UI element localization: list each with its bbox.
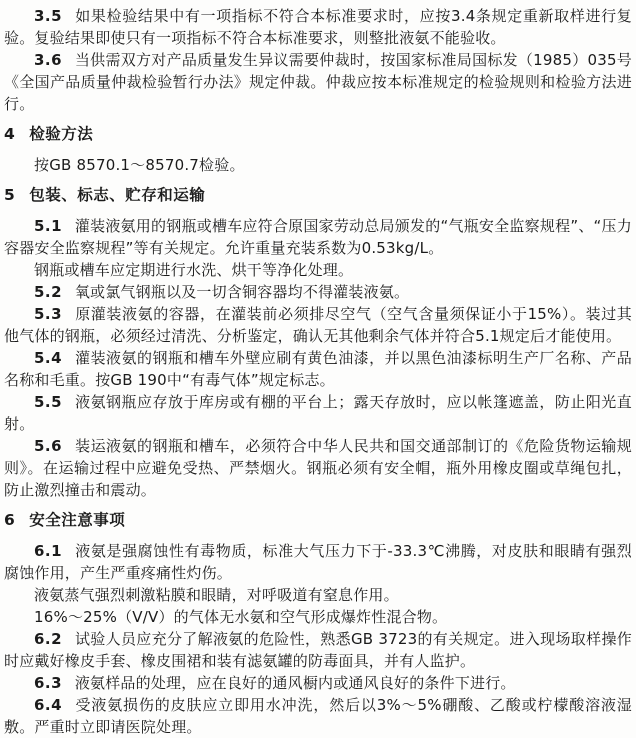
section-heading-4 bbox=[4, 123, 632, 145]
section-title: 包装、标志、贮存和运输 bbox=[29, 186, 206, 204]
clause-number: 6.3 bbox=[34, 674, 63, 692]
clause-number: 5.4 bbox=[34, 349, 63, 367]
clause-5-1 bbox=[4, 215, 632, 259]
clause-number: 3.6 bbox=[34, 51, 63, 69]
clause-text: 液氨蒸气强烈刺激粘膜和眼睛，对呼吸道有窒息作用。 bbox=[34, 586, 399, 604]
clause-5-4 bbox=[4, 347, 632, 391]
clause-6-2 bbox=[4, 628, 632, 672]
clause-number: 3.5 bbox=[34, 7, 63, 25]
section-heading-6 bbox=[4, 509, 632, 531]
clause-text: 灌装液氨用的钢瓶或槽车应符合原国家劳动总局颁发的“气瓶安全监察规程”、“压力容器安全监察规程”等有关规定。允许重量充装系数为0.53kg/L。 bbox=[4, 217, 632, 257]
clause-number: 5.2 bbox=[34, 283, 63, 301]
clause-6-1-continuation-1 bbox=[4, 584, 632, 606]
clause-text: 液氨是强腐蚀性有毒物质，标准大气压力下于-33.3℃沸腾，对皮肤和眼睛有强烈腐蚀作用，产生严重疼痛性灼伤。 bbox=[4, 542, 632, 582]
clause-number: 6.4 bbox=[34, 696, 63, 714]
clause-3-5 bbox=[4, 5, 632, 49]
clause-text: 氧或氯气钢瓶以及一切含铜容器均不得灌装液氨。 bbox=[74, 283, 410, 301]
clause-text: 钢瓶或槽车应定期进行水洗、烘干等净化处理。 bbox=[34, 261, 354, 279]
clause-number: 5.3 bbox=[34, 305, 63, 323]
clause-5-6 bbox=[4, 435, 632, 501]
clause-text: 原灌装液氨的容器，在灌装前必须排尽空气（空气含量须保证小于15%）。装过其他气体的钢瓶，必须经过清洗、分析鉴定，确认无其他剩余气体并符合5.1规定后才能使用。 bbox=[4, 305, 632, 345]
clause-text: 当供需双方对产品质量发生异议需要仲裁时，按国家标准局国标发（1985）035号《全国产品质量仲裁检验暂行办法》规定仲裁。仲裁应按本标准规定的检验规则和检验方法进行。 bbox=[4, 51, 632, 113]
clause-6-1-continuation-2 bbox=[4, 606, 632, 628]
clause-text: 如果检验结果中有一项指标不符合本标准要求时，应按3.4条规定重新取样进行复验。复验结果即使只有一项指标不符合本标准要求，则整批液氨不能验收。 bbox=[4, 7, 632, 47]
clause-number: 5.1 bbox=[34, 217, 63, 235]
clause-text: 16%～25%（V/V）的气体无水氨和空气形成爆炸性混合物。 bbox=[34, 608, 448, 626]
clause-5-5 bbox=[4, 391, 632, 435]
clause-text: 液氨钢瓶应存放于库房或有棚的平台上；露天存放时，应以帐篷遮盖，防止阳光直射。 bbox=[4, 393, 632, 433]
clause-text: 灌装液氨的钢瓶和槽车外壁应刷有黄色油漆，并以黑色油漆标明生产厂名称、产品名称和毛重。按GB 190中“有毒气体”规定标志。 bbox=[4, 349, 632, 389]
clause-4-body bbox=[4, 154, 632, 176]
clause-3-6 bbox=[4, 49, 632, 115]
section-number: 5 bbox=[4, 186, 16, 204]
section-number: 6 bbox=[4, 511, 16, 529]
clause-text: 受液氨损伤的皮肤应立即用水冲洗，然后以3%～5%硼酸、乙酸或柠檬酸溶液湿敷。严重时立即请医院处理。 bbox=[4, 696, 632, 736]
clause-text: 装运液氨的钢瓶和槽车，必须符合中华人民共和国交通部制订的《危险货物运输规则》。在运输过程中应避免受热、严禁烟火。钢瓶必须有安全帽，瓶外用橡皮圈或草绳包扎，防止激烈撞击和震动。 bbox=[4, 437, 632, 499]
clause-6-3 bbox=[4, 672, 632, 694]
clause-number: 6.2 bbox=[34, 630, 63, 648]
section-title: 安全注意事项 bbox=[29, 511, 126, 529]
clause-6-4 bbox=[4, 694, 632, 738]
clause-6-1 bbox=[4, 540, 632, 584]
clause-text: 按GB 8570.1～8570.7检验。 bbox=[34, 156, 245, 174]
clause-number: 5.5 bbox=[34, 393, 63, 411]
section-heading-5 bbox=[4, 184, 632, 206]
clause-number: 6.1 bbox=[34, 542, 63, 560]
section-number: 4 bbox=[4, 125, 16, 143]
clause-text: 试验人员应充分了解液氨的危险性，熟悉GB 3723的有关规定。进入现场取样操作时应戴好橡皮手套、橡皮围裙和装有滤氨罐的防毒面具，并有人监护。 bbox=[4, 630, 632, 670]
clause-number: 5.6 bbox=[34, 437, 63, 455]
clause-text: 液氨样品的处理，应在良好的通风橱内或通风良好的条件下进行。 bbox=[74, 674, 516, 692]
clause-5-2 bbox=[4, 281, 632, 303]
clause-5-3 bbox=[4, 303, 632, 347]
clause-5-1-continuation bbox=[4, 259, 632, 281]
section-title: 检验方法 bbox=[29, 125, 94, 143]
